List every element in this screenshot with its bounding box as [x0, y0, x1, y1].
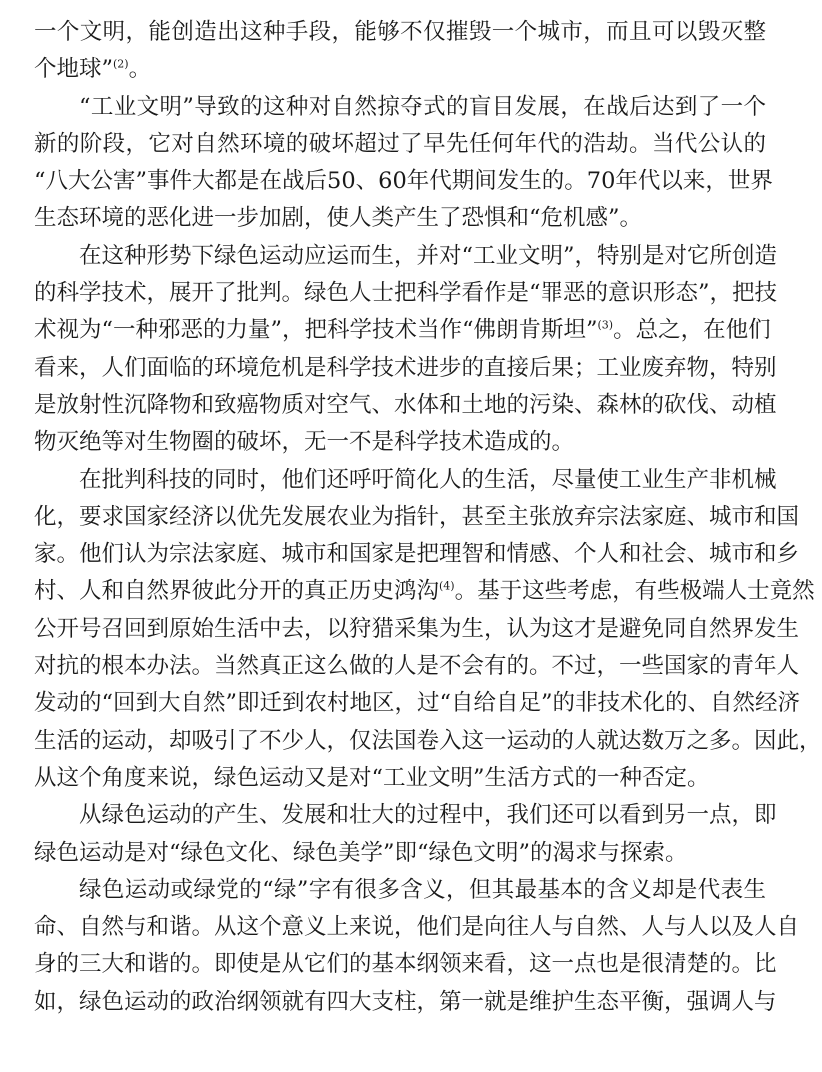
line-text: 村、人和自然界彼此分开的真正历史鸿沟 [34, 578, 440, 605]
text-line [34, 51, 766, 88]
footnote-marker: (2) [113, 57, 129, 71]
text-line: 看来，人们面临的环境危机是科学技术进步的直接后果；工业废弃物，特别 [34, 354, 777, 381]
footnote-marker: (4) [439, 579, 455, 593]
text-line: 的科学技术，展开了批判。绿色人士把科学看作是“罪恶的意识形态”，把技 [34, 280, 778, 307]
text-line [34, 312, 771, 349]
text-line: 化，要求国家经济以优先发展农业为指针，甚至主张放弃宗法家庭、城市和国 [34, 503, 800, 530]
text-line: 新的阶段，它对自然环境的破坏超过了早先任何年代的浩劫。当代公认的 [34, 130, 766, 157]
text-line: 从绿色运动的产生、发展和壮大的过程中，我们还可以看到另一点，即 [79, 802, 777, 829]
text-line: 发动的“回到大自然”即迁到农村地区，过“自给自足”的非技术化的、自然经济 [34, 690, 801, 717]
text-line: 在这种形势下绿色运动应运而生，并对“工业文明”，特别是对它所创造 [79, 242, 778, 269]
text-line: 从这个角度来说，绿色运动又是对“工业文明”生活方式的一种否定。 [34, 764, 710, 791]
line-text: 。 [128, 56, 152, 83]
text-line: “工业文明”导致的这种对自然掠夺式的盲目发展，在战后达到了一个 [79, 93, 766, 120]
text-line: 一个文明，能创造出这种手段，能够不仅摧毁一个城市，而且可以毁灭整 [34, 19, 766, 45]
text-line: 如，绿色运动的政治纲领就有四大支柱，第一就是维护生态平衡，强调人与 [34, 988, 777, 1015]
text-line: 绿色运动是对“绿色文化、绿色美学”即“绿色文明”的渴求与探索。 [34, 839, 688, 866]
text-line: 对抗的根本办法。当然真正这么做的人是不会有的。不过，一些国家的青年人 [34, 653, 800, 680]
text-line: 家。他们认为宗法家庭、城市和国家是把理智和情感、个人和社会、城市和乡 [34, 541, 800, 568]
line-text: 个地球” [34, 56, 114, 83]
text-line: 命、自然与和谐。从这个意义上来说，他们是向往人与自然、人与人以及人自 [34, 914, 800, 941]
text-line: 公开号召回到原始生活中去，以狩猎采集为生，认为这才是避免同自然界发生 [34, 615, 800, 642]
line-text: 术视为“一种邪恶的力量”，把科学技术当作“佛朗肯斯坦” [34, 317, 598, 344]
text-line: “八大公害”事件大都是在战后50、60年代期间发生的。70年代以来，世界 [34, 168, 773, 195]
text-line: 绿色运动或绿党的“绿”字有很多含义，但其最基本的含义却是代表生 [79, 876, 766, 903]
document-page [34, 14, 822, 1021]
text-line: 身的三大和谐的。即使是从它们的基本纲领来看，这一点也是很清楚的。比 [34, 951, 777, 978]
text-line: 物灭绝等对生物圈的破坏，无一不是科学技术造成的。 [34, 429, 575, 456]
text-line: 是放射性沉降物和致癌物质对空气、水体和土地的污染、森林的砍伐、动植 [34, 391, 777, 418]
text-line: 在批判科技的同时，他们还呼吁简化人的生活，尽量使工业生产非机械 [79, 466, 777, 493]
text-line: 生态环境的恶化进一步加剧，使人类产生了恐惧和“危机感”。 [34, 205, 643, 232]
line-text: 。总之，在他们 [613, 317, 771, 344]
footnote-marker: (3) [597, 318, 614, 332]
line-text: 。基于这些考虑，有些极端人士竟然 [454, 578, 815, 605]
text-line [34, 573, 815, 610]
text-line: 生活的运动，却吸引了不少人，仅法国卷入这一运动的人就达数万之多。因此， [34, 727, 822, 754]
